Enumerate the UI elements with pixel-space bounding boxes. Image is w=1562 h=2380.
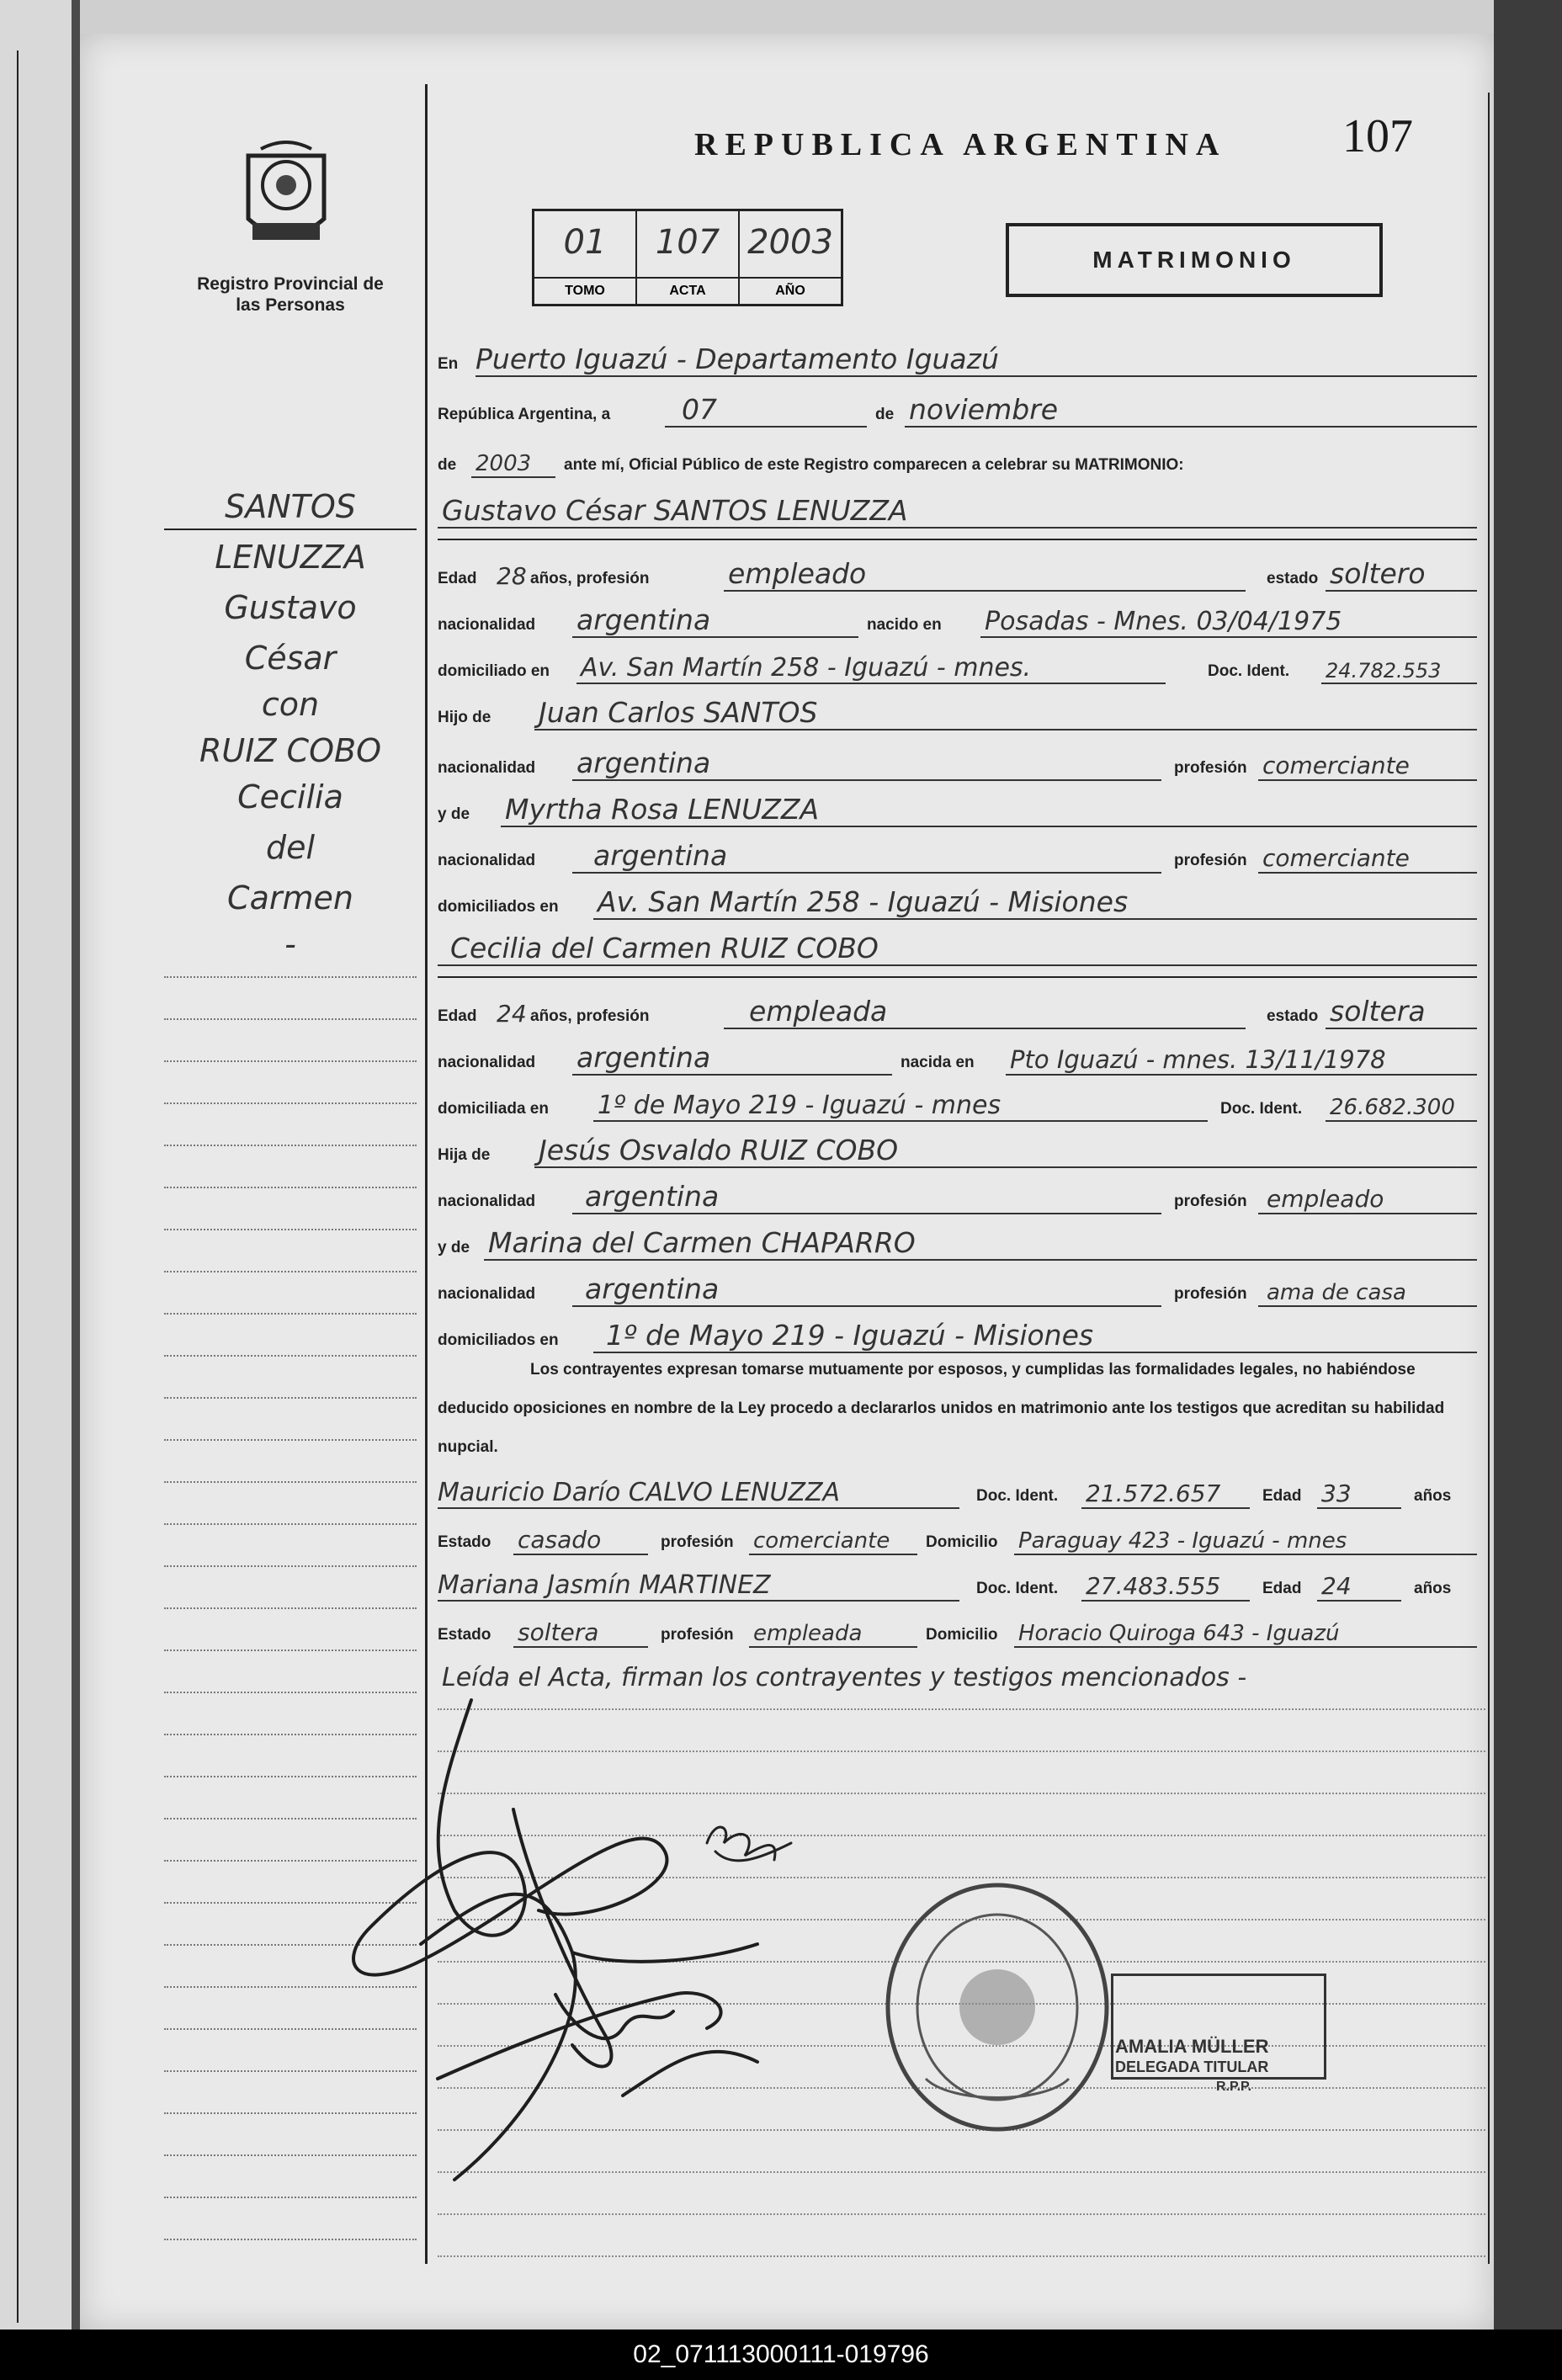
- row-novia-nac: [438, 1035, 1481, 1077]
- ruled-line: [164, 1650, 417, 1652]
- novio-padre-nacionalidad: argentina: [576, 746, 711, 779]
- acta-box: 107 ACTA: [637, 211, 740, 304]
- novio-madre: Myrtha Rosa LENUZZA: [505, 793, 820, 826]
- margin-name-line: LENUZZA: [215, 539, 366, 576]
- book-spine-left: [0, 0, 80, 2380]
- label-estado: Estado: [438, 1626, 491, 1644]
- novio-padre-profesion: comerciante: [1262, 752, 1410, 779]
- label-hijo: Hijo de: [438, 709, 491, 726]
- label-domiciliada: domiciliada en: [438, 1100, 549, 1118]
- margin-name-line: -: [284, 926, 296, 963]
- label-doc: Doc. Ident.: [1208, 662, 1290, 680]
- signatory-stamp-text: [1115, 2037, 1269, 2097]
- novio-profesion: empleado: [728, 557, 867, 590]
- label-profesion: profesión: [661, 1533, 734, 1551]
- label-nacionalidad: nacionalidad: [438, 1054, 536, 1071]
- label-edad: Edad: [1262, 1487, 1302, 1505]
- row-novia-padre-nac: [438, 1174, 1481, 1216]
- ruled-line: [164, 1145, 417, 1147]
- novia-padre-nacionalidad: argentina: [585, 1180, 720, 1213]
- row-testigo2-b: [438, 1607, 1481, 1650]
- novia-padre-profesion: empleado: [1267, 1185, 1384, 1213]
- novia-nacionalidad: argentina: [576, 1041, 711, 1074]
- label-profesion: profesión: [1174, 1193, 1247, 1210]
- label-domiciliados: domiciliados en: [438, 1331, 559, 1349]
- anio-value: 2003: [476, 451, 532, 476]
- novia-domicilio: 1º de Mayo 219 - Iguazú - mnes: [598, 1091, 1001, 1120]
- margin-name-line: Gustavo: [224, 589, 357, 626]
- novia-estado: soltera: [1330, 995, 1426, 1028]
- country-title: REPUBLICA ARGENTINA: [694, 127, 1227, 162]
- ruled-line: [164, 1102, 417, 1105]
- page-number: 107: [1342, 110, 1413, 162]
- testigo2-nombre: Mariana Jasmín MARTINEZ: [438, 1570, 771, 1600]
- label-domicilio: Domicilio: [926, 1626, 998, 1644]
- label-nacionalidad: nacionalidad: [438, 852, 536, 869]
- margin-name-line: del: [265, 829, 316, 866]
- row-fecha: [438, 387, 1481, 429]
- row-novio-dom: [438, 644, 1481, 686]
- label-anos-profesion: años, profesión: [530, 1007, 650, 1025]
- footer-caption: 02_071113000111-019796: [0, 2330, 1562, 2380]
- right-rule: [1488, 93, 1490, 2264]
- label-nacionalidad: nacionalidad: [438, 1285, 536, 1303]
- testigo1-doc: 21.572.657: [1086, 1480, 1221, 1507]
- margin-name-line: con: [261, 686, 320, 723]
- row-novia-madre-nac: [438, 1267, 1481, 1309]
- row-novia-padre: [438, 1128, 1481, 1170]
- novia-edad: 24: [497, 1000, 527, 1028]
- novia-profesion: empleada: [749, 995, 888, 1028]
- row-testigo1: [438, 1469, 1481, 1511]
- ruled-line: [164, 1313, 417, 1315]
- anio-box: 2003 AÑO: [740, 211, 841, 304]
- label-de: de: [875, 406, 895, 423]
- label-profesion: profesión: [1174, 1285, 1247, 1303]
- label-nacido: nacido en: [867, 616, 942, 634]
- label-profesion: profesión: [1174, 759, 1247, 777]
- row-novio-edad: [438, 551, 1481, 593]
- novio-edad: 28: [497, 562, 527, 590]
- ruled-line: [164, 1439, 417, 1442]
- ruled-line: [164, 1018, 417, 1021]
- row-novio-padre: [438, 690, 1481, 732]
- novio-nombre: Gustavo César SANTOS LENUZZA: [442, 494, 908, 527]
- row-novio-madre-nac: [438, 833, 1481, 875]
- testigo2-doc: 27.483.555: [1086, 1572, 1221, 1600]
- ruled-line: [164, 1187, 417, 1189]
- label-estado: Estado: [438, 1533, 491, 1551]
- novia-padre: Jesús Osvaldo RUIZ COBO: [539, 1134, 899, 1166]
- label-edad: Edad: [1262, 1580, 1302, 1597]
- testigo2-estado: soltera: [518, 1618, 599, 1646]
- row-testigo2: [438, 1561, 1481, 1603]
- novia-madre-nacionalidad: argentina: [585, 1272, 720, 1305]
- novio-padres-domicilio: Av. San Martín 258 - Iguazú - Misiones: [598, 885, 1129, 918]
- ruled-line: [164, 1355, 417, 1357]
- stamp-name: AMALIA MÜLLER: [1115, 2036, 1269, 2057]
- declaration-text: Los contrayentes expresan tomarse mutuamente por esposos, y cumplidas las formalidades legales, no habiéndose deducido oposiciones en nombre de la Ley procedo a declararlos unidos en matrimonio ante los testigos que acreditan su habilidad nupcial.: [438, 1361, 1445, 1456]
- label-anos: años: [1414, 1487, 1452, 1505]
- label-nacionalidad: nacionalidad: [438, 759, 536, 777]
- row-testigo1-b: [438, 1515, 1481, 1557]
- row-novio-padres-dom: [438, 879, 1481, 922]
- label-domicilio: Domicilio: [926, 1533, 998, 1551]
- novia-nacida: Pto Iguazú - mnes. 13/11/1978: [1010, 1045, 1386, 1074]
- label-nacionalidad: nacionalidad: [438, 1193, 536, 1210]
- testigo1-estado: casado: [518, 1526, 602, 1554]
- intro-text: ante mí, Oficial Público de este Registro comparecen a celebrar su MATRIMONIO:: [564, 456, 1184, 474]
- testigo1-domicilio: Paraguay 423 - Iguazú - mnes: [1018, 1528, 1347, 1554]
- novio-nacionalidad: argentina: [576, 603, 711, 636]
- row-novia-nombre: [438, 926, 1481, 968]
- margin-name-line: SANTOS: [225, 488, 356, 525]
- label-en: En: [438, 355, 459, 373]
- page-right-edge: [1494, 0, 1562, 2380]
- label-estado: estado: [1267, 1007, 1319, 1025]
- label-anos: años: [1414, 1580, 1452, 1597]
- registry-name: Registro Provincial de las Personas: [197, 274, 384, 315]
- mes-value: noviembre: [909, 393, 1059, 426]
- label-domiciliados: domiciliados en: [438, 898, 559, 916]
- ruled-line: [438, 2213, 1485, 2216]
- row-novia-madre: [438, 1220, 1481, 1262]
- ruled-line: [164, 1271, 417, 1273]
- label-y-de: y de: [438, 805, 470, 823]
- label-anos-profesion: años, profesión: [530, 570, 650, 587]
- ruled-line: [164, 2239, 417, 2241]
- dia-value: 07: [682, 393, 717, 426]
- testigo2-profesion: empleada: [753, 1621, 863, 1646]
- signatures: [320, 1675, 909, 2213]
- novia-madre-profesion: ama de casa: [1267, 1280, 1406, 1305]
- record-type-box: MATRIMONIO: [1006, 223, 1383, 297]
- label-nacionalidad: nacionalidad: [438, 616, 536, 634]
- closing-text: Leída el Acta, firman los contrayentes y testigos mencionados -: [442, 1663, 1247, 1692]
- row-novia-padres-dom: [438, 1313, 1481, 1355]
- novio-doc: 24.782.553: [1326, 659, 1442, 683]
- novio-nacido: Posadas - Mnes. 03/04/1975: [985, 607, 1342, 636]
- novia-nombre: Cecilia del Carmen RUIZ COBO: [450, 932, 879, 964]
- stamp-role: DELEGADA TITULAR: [1115, 2059, 1269, 2075]
- row-novia-dom: [438, 1081, 1481, 1124]
- label-doc: Doc. Ident.: [976, 1580, 1059, 1597]
- label-republica: República Argentina, a: [438, 406, 611, 423]
- ruled-line: [164, 1060, 417, 1063]
- ruled-line: [164, 1229, 417, 1231]
- margin-name-line: Carmen: [227, 879, 353, 916]
- ruled-line: [164, 1481, 417, 1484]
- novio-estado: soltero: [1330, 557, 1426, 590]
- row-novio-madre: [438, 787, 1481, 829]
- ruled-line: [164, 976, 417, 979]
- novio-madre-profesion: comerciante: [1262, 844, 1410, 872]
- label-y-de: y de: [438, 1239, 470, 1256]
- ruled-line: [164, 1565, 417, 1568]
- row-novio-nombre: [438, 488, 1481, 530]
- row-novia-edad: [438, 989, 1481, 1031]
- left-page-rule: [17, 50, 19, 2323]
- novio-madre-nacionalidad: argentina: [593, 839, 728, 872]
- testigo1-nombre: Mauricio Darío CALVO LENUZZA: [438, 1478, 841, 1507]
- label-profesion: profesión: [661, 1626, 734, 1644]
- testigo2-edad: 24: [1321, 1572, 1352, 1600]
- margin-name-line: Cecilia: [237, 778, 343, 815]
- record-id-boxes: [532, 209, 843, 306]
- section-rule: [438, 539, 1477, 540]
- label-doc: Doc. Ident.: [976, 1487, 1059, 1505]
- row-novio-padre-nac: [438, 741, 1481, 783]
- ruled-line: [164, 1607, 417, 1610]
- label-profesion: profesión: [1174, 852, 1247, 869]
- official-stamp-icon: [875, 1877, 1119, 2138]
- margin-underline: [164, 529, 417, 530]
- label-de: de: [438, 456, 457, 474]
- label-edad: Edad: [438, 1007, 477, 1025]
- ruled-line: [438, 2255, 1485, 2258]
- tomo-box: 01 TOMO: [534, 211, 637, 304]
- margin-name-line: RUIZ COBO: [199, 732, 381, 769]
- testigo1-profesion: comerciante: [753, 1528, 890, 1554]
- margin-name-line: César: [244, 640, 337, 677]
- row-novio-nac: [438, 598, 1481, 640]
- label-nacida: nacida en: [901, 1054, 975, 1071]
- section-rule: [438, 976, 1477, 978]
- row-lugar: [438, 337, 1481, 379]
- novia-padres-domicilio: 1º de Mayo 219 - Iguazú - Misiones: [606, 1319, 1094, 1352]
- label-domiciliado: domiciliado en: [438, 662, 550, 680]
- testigo1-edad: 33: [1321, 1480, 1352, 1507]
- provincial-seal-icon: [231, 139, 341, 257]
- label-estado: estado: [1267, 570, 1319, 587]
- stamp-org: R.P.P.: [1216, 2080, 1252, 2094]
- novia-madre: Marina del Carmen CHAPARRO: [488, 1226, 916, 1259]
- ruled-line: [164, 1397, 417, 1400]
- novia-doc: 26.682.300: [1330, 1095, 1455, 1120]
- page-top-edge: [80, 0, 1494, 34]
- row-anio: [438, 438, 1481, 480]
- novio-padre: Juan Carlos SANTOS: [539, 696, 818, 729]
- lugar-value: Puerto Iguazú - Departamento Iguazú: [476, 343, 999, 375]
- label-hija: Hija de: [438, 1146, 491, 1164]
- label-edad: Edad: [438, 570, 477, 587]
- label-doc: Doc. Ident.: [1220, 1100, 1303, 1118]
- testigo2-domicilio: Horacio Quiroga 643 - Iguazú: [1018, 1621, 1340, 1646]
- ruled-line: [164, 1523, 417, 1526]
- novio-domicilio: Av. San Martín 258 - Iguazú - mnes.: [581, 653, 1032, 683]
